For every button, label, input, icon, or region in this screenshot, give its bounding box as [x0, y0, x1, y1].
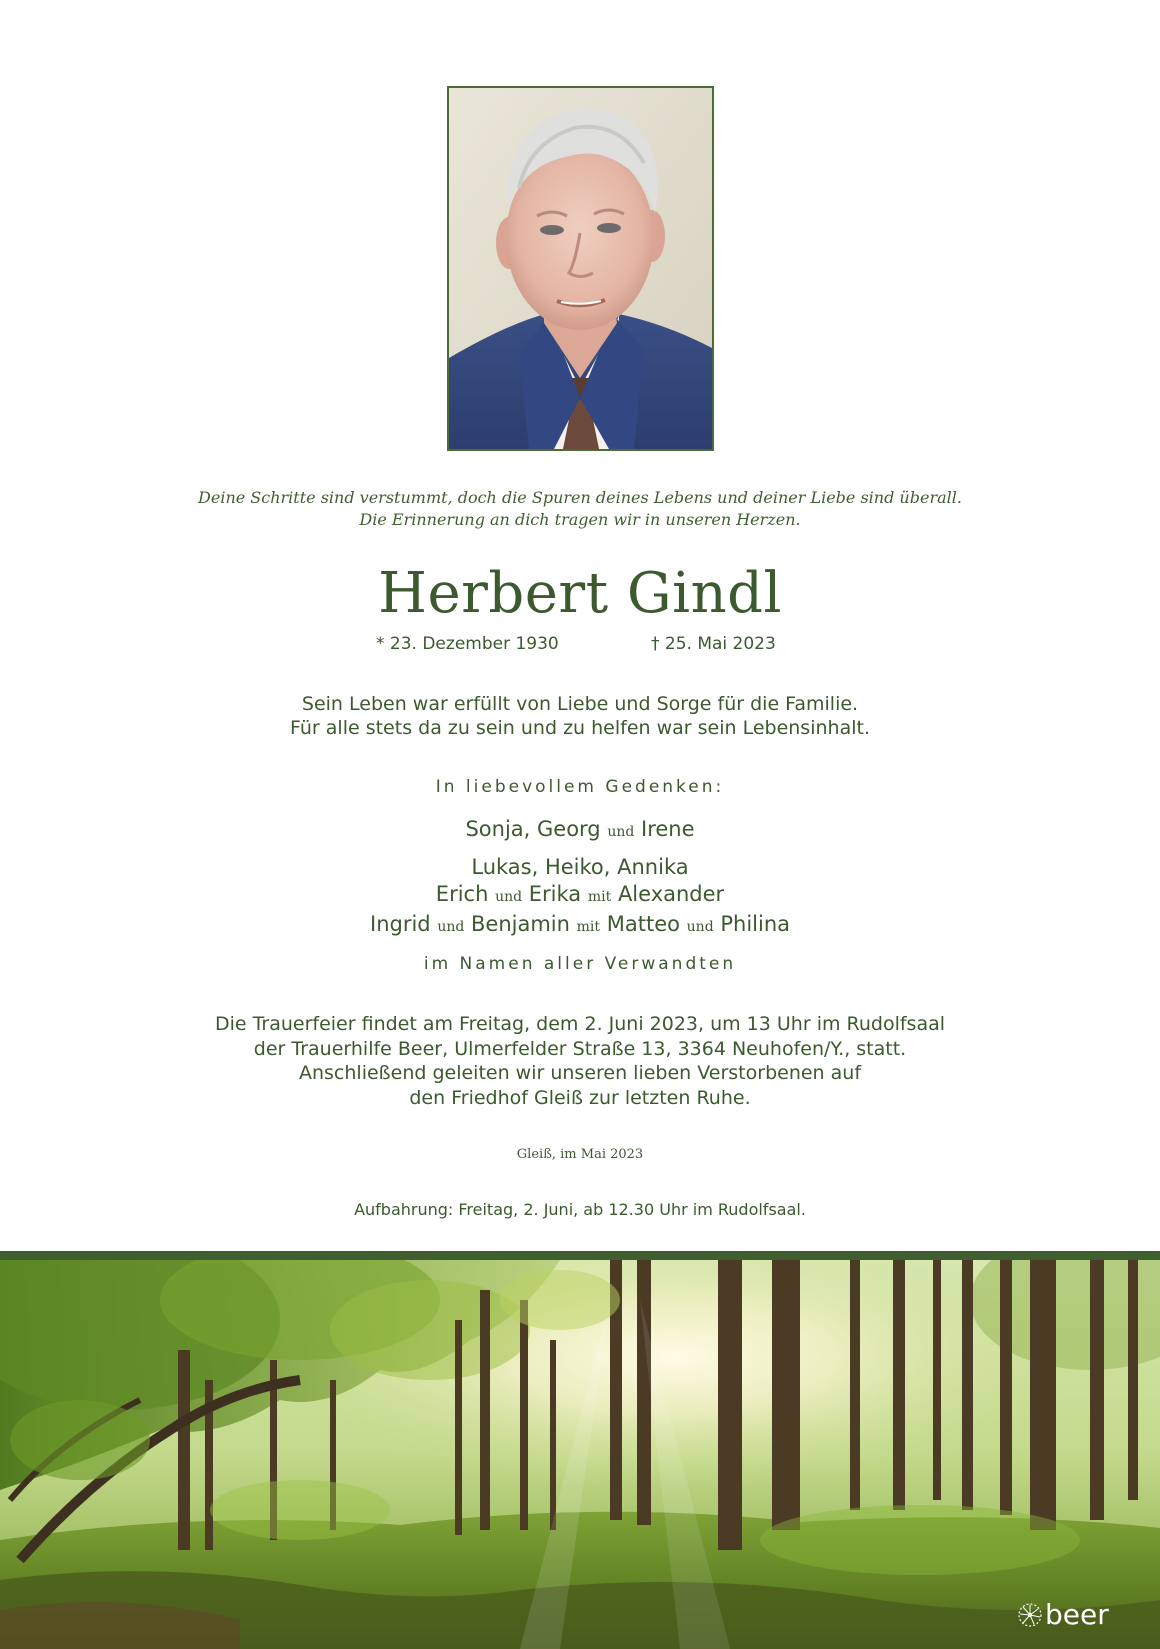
death-date: † 25. Mai 2023	[651, 634, 776, 654]
conjunction: und	[437, 919, 465, 935]
conjunction: mit	[576, 919, 601, 935]
family-line-3	[0, 881, 1160, 911]
family-names: Erich	[435, 882, 489, 906]
family-names: Sonja, Georg	[465, 817, 601, 841]
family-names: Ingrid	[370, 912, 431, 936]
portrait-illustration	[449, 88, 712, 449]
ceremony-text	[0, 1012, 1160, 1110]
logo-text: beer	[1045, 1598, 1109, 1631]
family-line-2: Lukas, Heiko, Annika	[471, 855, 689, 879]
ceremony-line-4: den Friedhof Gleiß zur letzten Ruhe.	[409, 1086, 751, 1109]
life-text	[0, 692, 1160, 740]
birth-date: * 23. Dezember 1930	[376, 634, 559, 654]
conjunction: mit	[587, 889, 612, 905]
memorial-heading: In liebevollem Gedenken:	[435, 777, 725, 797]
place-date: Gleiß, im Mai 2023	[516, 1147, 644, 1162]
life-line-1: Sein Leben war erfüllt von Liebe und Sorge für die Familie.	[301, 693, 859, 715]
conjunction: und	[495, 889, 523, 905]
ceremony-line-1: Die Trauerfeier findet am Freitag, dem 2. Juni 2023, um 13 Uhr im Rudolfsaal	[214, 1013, 946, 1035]
portrait-photo	[447, 86, 714, 451]
memorial-quote	[0, 487, 1160, 531]
family-names: Benjamin	[471, 912, 570, 936]
ceremony-line-2: der Trauerhilfe Beer, Ulmerfelder Straße 13, 3364 Neuhofen/Y., statt.	[253, 1037, 907, 1060]
family-names: Matteo	[606, 912, 680, 936]
quote-line-1: Deine Schritte sind verstummt, doch die Spuren deines Lebens und deiner Liebe sind überall.	[198, 488, 962, 507]
quote-line-2: Die Erinnerung an dich tragen wir in unseren Herzen.	[359, 510, 801, 529]
dandelion-icon	[1017, 1602, 1043, 1628]
forest-image	[0, 1260, 1160, 1649]
family-names: Philina	[720, 912, 790, 936]
deceased-name: Herbert Gindl	[378, 561, 782, 626]
forest-divider	[0, 1251, 1160, 1260]
life-line-2: Für alle stets da zu sein und zu helfen war sein Lebensinhalt.	[290, 717, 870, 739]
family-line-1	[0, 816, 1160, 846]
forest-illustration	[0, 1260, 1160, 1649]
viewing-info: Aufbahrung: Freitag, 2. Juni, ab 12.30 Uhr im Rudolfsaal.	[354, 1200, 806, 1219]
family-line-4	[0, 911, 1160, 941]
ceremony-line-3: Anschließend geleiten wir unseren lieben Verstorbenen auf	[298, 1062, 862, 1084]
conjunction: und	[607, 824, 635, 840]
family-names: Erika	[528, 882, 582, 906]
family-names: Irene	[641, 817, 695, 841]
on-behalf-line: im Namen aller Verwandten	[423, 954, 737, 974]
funeral-home-logo	[1017, 1598, 1109, 1632]
family-names: Alexander	[617, 882, 725, 906]
family-group	[0, 854, 1160, 941]
conjunction: und	[686, 919, 714, 935]
